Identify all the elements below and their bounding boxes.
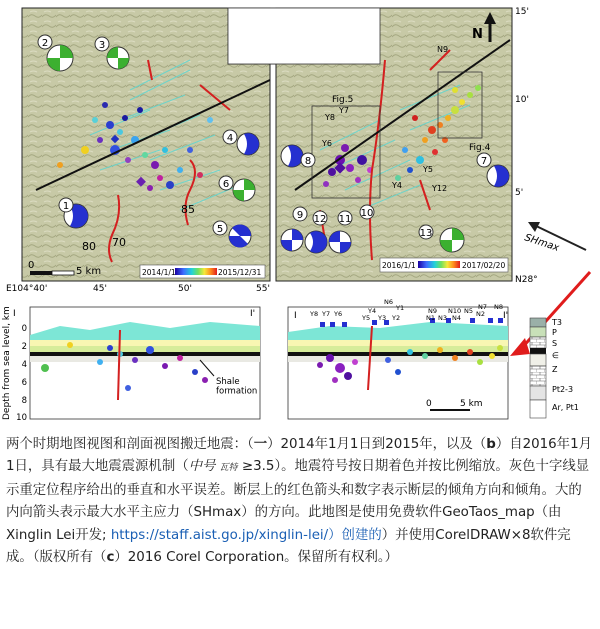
well-label: 13 <box>419 228 433 239</box>
caption-text: ）自2016年1月1日，具有最大地震震源机制（ <box>6 437 592 475</box>
site-label: Y5 <box>362 314 371 322</box>
dip-label: 85 <box>181 203 195 216</box>
site-label: N10 <box>448 307 462 315</box>
caption-text: ）2016 Corel Corporation。保留所有权利。） <box>114 550 399 566</box>
site-label: N7 <box>478 303 487 311</box>
strat-label: S <box>552 339 558 348</box>
site-label: N6 <box>384 298 393 306</box>
site-label: Y6 <box>322 139 332 148</box>
lon-tick: 50' <box>178 284 192 294</box>
site-label: N5 <box>464 307 473 315</box>
caption-italic: 中号 <box>188 459 220 475</box>
caption-subscript: 瓦特 <box>219 463 238 474</box>
caption-panel-label: c <box>106 550 115 566</box>
lon-tick: 55' <box>256 284 270 294</box>
colorbar-start: 2014/1/1 <box>142 268 176 277</box>
figure-caption <box>6 434 594 569</box>
caption-text: ≥3.5）。地震符号按日期着色并按比例缩放。灰色十字线显示重定位程序给出的垂直和水平误差。断层上的红色箭头和数字表示断层的倾角方向和倾角。大的内向箭头表示最大水平主应力（SHmax）的方向。此地图是使用免费软件GeoTaos_map（由Xinglin Lei开发; <box>6 459 590 543</box>
strat-column <box>530 318 579 418</box>
depth-tick: 2 <box>21 342 27 352</box>
depth-tick: 0 <box>21 324 27 334</box>
site-label: Y8 <box>325 113 335 122</box>
shmax-label: SHmax <box>523 232 561 254</box>
caption-text: ）并使用CorelDRAW×8软件完成。（版权所有（ <box>6 527 571 566</box>
time-colorbar-right <box>380 258 508 272</box>
lon-tick: 45' <box>93 284 107 294</box>
shmax-arrow <box>523 222 586 254</box>
site-label: Y2 <box>392 314 401 322</box>
site-label: Y4 <box>392 181 402 190</box>
well-label: 12 <box>313 214 327 225</box>
depth-tick: 10 <box>16 413 27 423</box>
dip-label: 80 <box>82 240 96 253</box>
depth-tick: 8 <box>21 396 27 406</box>
section-end: I' <box>250 309 256 319</box>
scale-label: 0 <box>426 399 432 409</box>
well-label: 2 <box>41 38 49 49</box>
well-label: 4 <box>226 133 234 144</box>
section-left <box>2 306 260 423</box>
section-right <box>288 298 508 419</box>
map-right <box>228 8 512 281</box>
dip-label: 70 <box>112 236 126 249</box>
site-label: N3 <box>438 314 447 322</box>
strat-label: P <box>552 328 557 337</box>
well-label: 11 <box>338 214 352 225</box>
site-label: Y7 <box>322 310 331 318</box>
fig-label: Fig.4 <box>469 143 491 153</box>
lat-tick: 10' <box>515 95 529 105</box>
well-label: 1 <box>62 201 70 212</box>
section-end: I <box>294 311 297 321</box>
site-label: N1 <box>426 314 435 322</box>
strat-label: T3 <box>552 318 562 327</box>
site-label: N2 <box>476 310 485 318</box>
north-label: N <box>472 27 483 42</box>
site-label: N9 <box>437 45 449 54</box>
strat-label: Pt2-3 <box>552 385 574 394</box>
strat-label: ∈ <box>552 351 559 360</box>
site-label: Y7 <box>339 106 349 115</box>
colorbar-end: 2015/12/31 <box>218 268 262 277</box>
caption-link[interactable]: https://staff.aist.go.jp/xinglin-lei/）创建的 <box>110 527 382 543</box>
lat-tick: N28° <box>515 275 538 285</box>
well-label: 5 <box>216 224 224 235</box>
site-label: Y6 <box>334 310 343 318</box>
caption-text: 两个时期地图视图和剖面视图搬迁地震：（ <box>6 437 254 452</box>
site-label: N4 <box>452 314 461 322</box>
site-label: Y12 <box>432 184 448 193</box>
time-colorbar-left <box>140 265 265 278</box>
site-label: N9 <box>428 307 437 315</box>
well-label: 3 <box>98 40 106 51</box>
scale-label: 5 km <box>460 399 483 409</box>
site-label: Y5 <box>423 165 433 174</box>
colorbar-start: 2016/1/1 <box>382 261 416 270</box>
caption-panel-label: b <box>486 437 496 452</box>
lat-tick: 15' <box>515 7 529 17</box>
well-label: 6 <box>222 179 230 190</box>
well-label: 9 <box>296 210 304 221</box>
fig-label: Fig.5 <box>332 95 354 105</box>
site-label: N8 <box>494 303 503 311</box>
section-end: I <box>13 309 16 319</box>
caption-panel-label: 一 <box>253 437 268 452</box>
lat-tick: 5' <box>515 188 524 198</box>
well-label: 10 <box>360 208 374 219</box>
site-label: Y1 <box>396 304 405 312</box>
caption-text: ）2014年1月1日到2015年，以及（ <box>267 437 487 452</box>
scale-label: 5 km <box>76 266 102 277</box>
strat-label: Z <box>552 365 558 374</box>
well-label: 7 <box>480 156 488 167</box>
depth-tick: 4 <box>21 360 27 370</box>
depth-ticks <box>16 324 27 423</box>
well-label: 8 <box>304 156 312 167</box>
shale-label: Shale formation <box>216 377 258 397</box>
depth-tick: 6 <box>21 378 27 388</box>
y-axis-label: Depth from sea level, km <box>2 306 12 420</box>
strat-label: Ar, Pt1 <box>552 403 579 412</box>
scale-label: 0 <box>28 260 35 271</box>
section-end: I' <box>503 311 509 321</box>
colorbar-end: 2017/02/20 <box>462 261 506 270</box>
site-label: Y8 <box>310 310 319 318</box>
site-label: Y4 <box>368 307 377 315</box>
site-label: Y3 <box>378 314 387 322</box>
lon-tick: E104°40' <box>6 284 48 294</box>
